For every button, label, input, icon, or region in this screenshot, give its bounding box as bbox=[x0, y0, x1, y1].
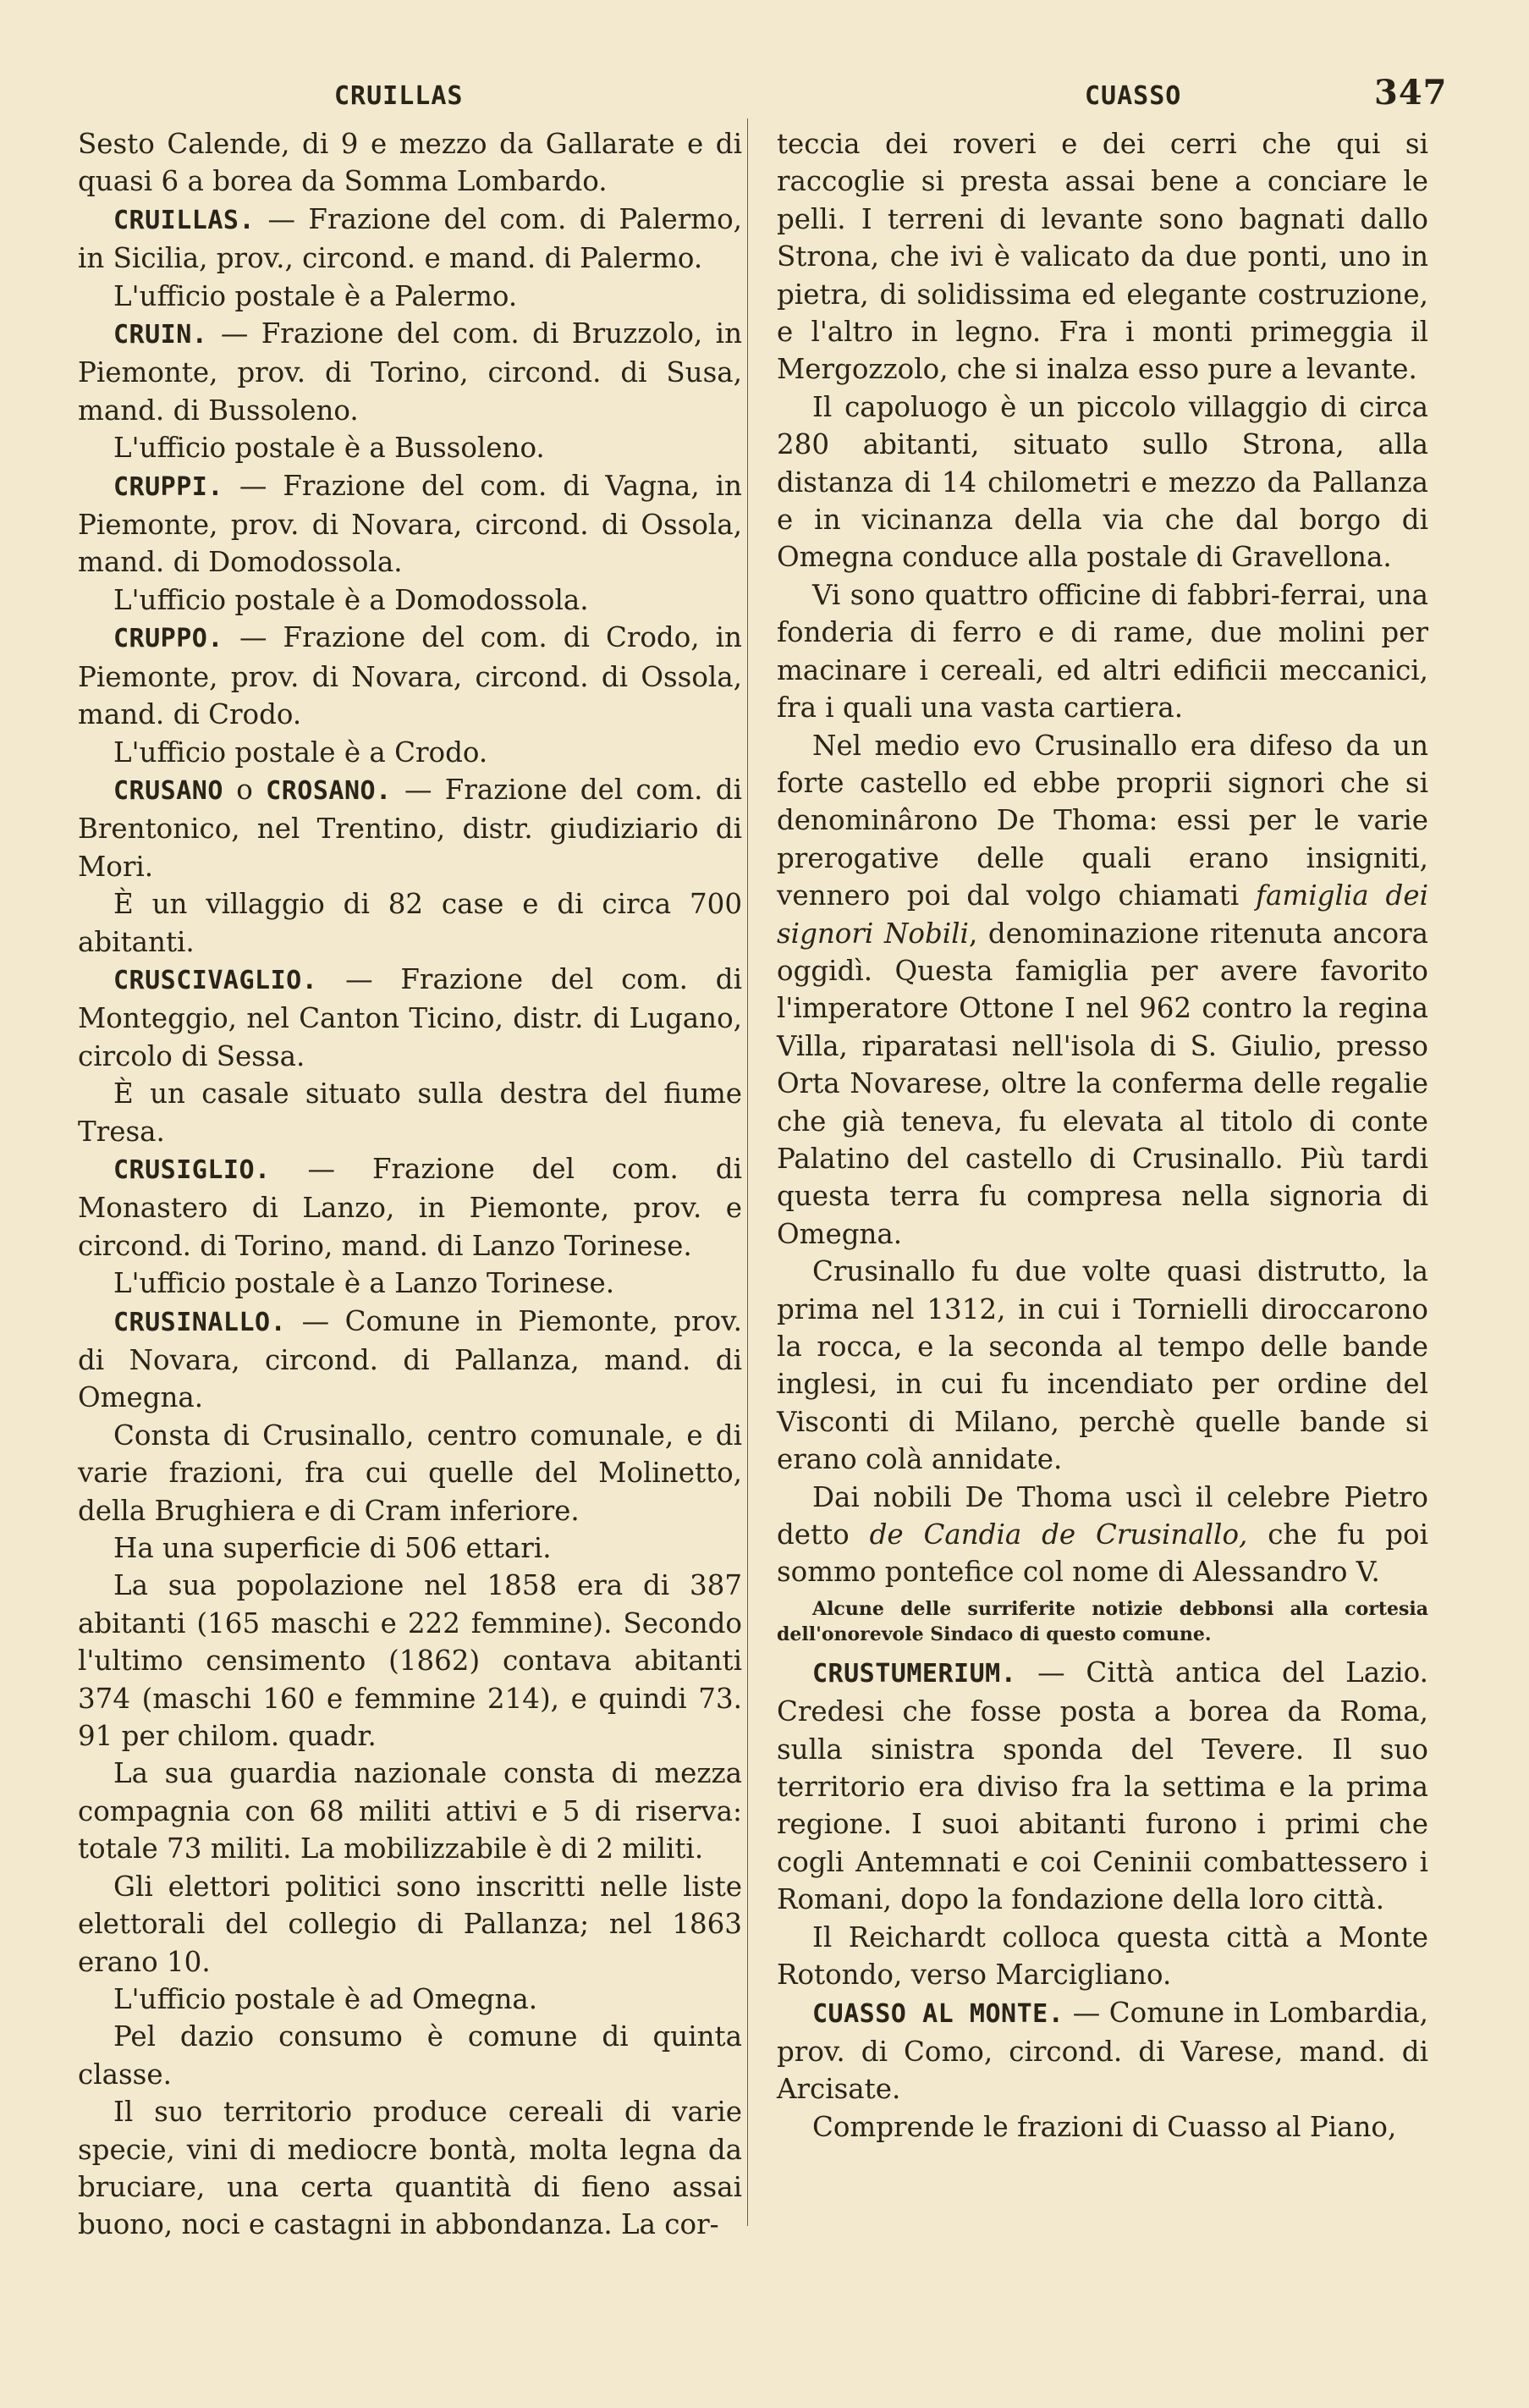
paragraph-text: teccia dei roveri e dei cerri che qui si raccoglie si presta assai bene a conciare le pelli. I terreni di levante sono bagnati dallo Strona, che ivi è valicato da due ponti, uno in pietra, di solidissima ed elegante costruzione, e l'altro in legno. Fra i monti primeggia il Mergozzolo, che si inalza esso pure a levante. bbox=[777, 128, 1428, 386]
entry-paragraph bbox=[78, 1150, 742, 1265]
paragraph bbox=[78, 1529, 742, 1567]
paragraph-text: L'ufficio postale è ad Omegna. bbox=[113, 1982, 538, 2015]
paragraph-text: — Frazione del com. di Monastero di Lanzo, in Piemonte, prov. e circond. di Torino, mand. di Lanzo Torinese. bbox=[78, 1152, 742, 1262]
entry-paragraph bbox=[777, 1654, 1428, 1919]
paragraph-text: L'ufficio postale è a Bussoleno. bbox=[113, 432, 545, 465]
paragraph bbox=[78, 1417, 742, 1529]
paragraph-text: Nel medio evo Crusinallo era difeso da un forte castello ed ebbe proprii signori che si denominârono De Thoma: essi per le varie prerogative delle quali erano insigniti, vennero poi dal volgo chiamati bbox=[777, 729, 1428, 912]
paragraph bbox=[78, 581, 742, 619]
paragraph-text: Consta di Crusinallo, centro comunale, e di varie frazioni, fra cui quelle del Molinetto, della Brughiera e di Cram inferiore. bbox=[78, 1419, 742, 1527]
paragraph-text: Il capoluogo è un piccolo villaggio di circa 280 abitanti, situato sullo Strona, alla distanza di 14 chilometri e mezzo da Pallanza e in vicinanza della via che dal borgo di Omegna conduce alla postale di Gravellona. bbox=[777, 390, 1428, 574]
italic-phrase: famiglia dei signori Nobili bbox=[777, 879, 1428, 950]
right-column bbox=[777, 125, 1428, 2146]
paragraph bbox=[777, 727, 1428, 1254]
paragraph-text: L'ufficio postale è a Domodossola. bbox=[113, 583, 589, 616]
entry-connector: o bbox=[223, 773, 267, 806]
paragraph-text: Vi sono quattro officine di fabbri-ferrai, una fonderia di ferro e di rame, due molini per macinare i cereali, ed altri edificii meccanici, fra i quali una vasta cartiera. bbox=[777, 578, 1428, 725]
column-divider bbox=[747, 118, 748, 2226]
paragraph bbox=[78, 1755, 742, 1867]
paragraph bbox=[78, 429, 742, 466]
entry-paragraph bbox=[78, 771, 742, 885]
running-head-left: CRUILLAS bbox=[334, 81, 464, 111]
entry-headword: CRUSINALLO. bbox=[113, 1307, 287, 1337]
paragraph-text: Pel dazio consumo è comune di quinta classe. bbox=[78, 2020, 742, 2091]
entry-paragraph bbox=[78, 201, 742, 278]
paragraph-text: L'ufficio postale è a Lanzo Torinese. bbox=[113, 1267, 615, 1300]
paragraph-text: L'ufficio postale è a Palermo. bbox=[113, 279, 518, 312]
paragraph bbox=[78, 1567, 742, 1755]
entry-headword: CRUPPO. bbox=[113, 624, 223, 654]
paragraph-text: — Frazione del com. di Vagna, in Piemonte, prov. di Novara, circond. di Ossola, mand. di Domodossola. bbox=[78, 469, 742, 579]
left-column bbox=[78, 125, 742, 2244]
paragraph bbox=[78, 885, 742, 961]
entry-headword: CRUILLAS. bbox=[113, 205, 256, 235]
paragraph-text: — Frazione del com. di Monteggio, nel Canton Ticino, distr. di Lugano, circolo di Sessa. bbox=[78, 962, 742, 1072]
paragraph-text: Comprende le frazioni di Cuasso al Piano, bbox=[812, 2110, 1397, 2143]
entry-paragraph bbox=[78, 315, 742, 429]
paragraph-text: Il Reichardt colloca questa città a Monte Rotondo, verso Marcigliano. bbox=[777, 1920, 1428, 1992]
entry-paragraph bbox=[78, 619, 742, 733]
paragraph-text: che fu poi sommo pontefice col nome di Alessandro V. bbox=[777, 1518, 1428, 1589]
paragraph-text: — Città antica del Lazio. Credesi che fosse posta a borea da Roma, sulla sinistra sponda del Tevere. Il suo territorio era diviso fra la settima e la prima regione. I suoi abitanti furono i primi che cogli Antemnati e coi Ceninii combattessero i Romani, dopo la fondazione della loro città. bbox=[777, 1656, 1428, 1916]
paragraph bbox=[777, 125, 1428, 388]
paragraph bbox=[78, 1075, 742, 1150]
paragraph-text: Dai nobili De Thoma uscì il celebre Pietro detto bbox=[777, 1480, 1428, 1551]
paragraph-text: — Frazione del com. di Bruzzolo, in Piemonte, prov. di Torino, circond. di Susa, mand. di Bussoleno. bbox=[78, 317, 742, 427]
paragraph bbox=[78, 734, 742, 771]
paragraph-text: La sua guardia nazionale consta di mezza compagnia con 68 militi attivi e 5 di riserva: totale 73 militi. La mobilizzabile è di 2 militi. bbox=[78, 1757, 742, 1865]
paragraph-text: È un casale situato sulla destra del fiume Tresa. bbox=[78, 1077, 742, 1148]
paragraph bbox=[777, 1253, 1428, 1478]
entry-headword: CRUIN. bbox=[113, 320, 208, 350]
entry-headword: CRUSTUMERIUM. bbox=[812, 1658, 1017, 1689]
paragraph-text: — Frazione del com. di Crodo, in Piemonte, prov. di Novara, circond. di Ossola, mand. di Crodo. bbox=[78, 621, 742, 731]
paragraph bbox=[78, 1265, 742, 1302]
paragraph-text: L'ufficio postale è a Crodo. bbox=[113, 736, 488, 769]
paragraph-text: Alcune delle surriferite notizie debbonsi alla cortesia dell'onorevole Sindaco di questo comune. bbox=[777, 1597, 1428, 1645]
paragraph bbox=[777, 2108, 1428, 2146]
paragraph bbox=[777, 1479, 1428, 1591]
paragraph bbox=[78, 1868, 742, 1981]
paragraph bbox=[78, 2093, 742, 2244]
paragraph bbox=[78, 125, 742, 201]
footnote bbox=[777, 1596, 1428, 1647]
paragraph-text: — Frazione del com. di Palermo, in Sicilia, prov., circond. e mand. di Palermo. bbox=[78, 202, 742, 275]
paragraph-text: , denominazione ritenuta ancora oggidì. Questa famiglia per avere favorito l'imperatore Ottone I nel 962 contro la regina Villa, riparatasi nell'isola di S. Giulio, presso Orta Novarese, oltre la conferma delle regalie che già teneva, fu elevata al titolo di conte Palatino del castello di Crusinallo. Più tardi questa terra fu compresa nella signoria di Omegna. bbox=[777, 917, 1428, 1250]
paragraph bbox=[78, 1981, 742, 2018]
paragraph-text: Crusinallo fu due volte quasi distrutto, la prima nel 1312, in cui i Tornielli diroccarono la rocca, e la seconda al tempo delle bande inglesi, in cui fu incendiato per ordine del Visconti di Milano, perchè quelle bande si erano colà annidate. bbox=[777, 1255, 1428, 1476]
entry-headword: CRUSIGLIO. bbox=[113, 1154, 271, 1185]
paragraph bbox=[78, 278, 742, 315]
paragraph-text: — Comune in Lombardia, prov. di Como, circond. di Varese, mand. di Arcisate. bbox=[777, 1996, 1428, 2106]
entry-headword: CROSANO. bbox=[266, 775, 392, 806]
paragraph-text: — Comune in Piemonte, prov. di Novara, circond. di Pallanza, mand. di Omegna. bbox=[78, 1304, 742, 1414]
paragraph-text: La sua popolazione nel 1858 era di 387 abitanti (165 maschi e 222 femmine). Secondo l'ultimo censimento (1862) contava abitanti 374 (maschi 160 e femmine 214), e quindi 73. 91 per chilom. quadr. bbox=[78, 1569, 742, 1753]
paragraph-text: — Frazione del com. di Brentonico, nel Trentino, distr. giudiziario di Mori. bbox=[78, 773, 742, 883]
paragraph-text: Ha una superficie di 506 ettari. bbox=[113, 1532, 552, 1565]
entry-paragraph bbox=[78, 467, 742, 581]
page-number: 347 bbox=[1374, 73, 1448, 113]
entry-headword: CRUSCIVAGLIO. bbox=[113, 965, 318, 995]
paragraph bbox=[777, 1919, 1428, 1994]
paragraph-text: Il suo territorio produce cereali di varie specie, vini di mediocre bontà, molta legna da bruciare, una certa quantità di fieno assai buono, noci e castagni in abbondanza. La cor- bbox=[78, 2096, 742, 2241]
running-head-center: CUASSO bbox=[1085, 81, 1182, 111]
entry-paragraph bbox=[78, 961, 742, 1075]
entry-paragraph bbox=[78, 1303, 742, 1417]
paragraph bbox=[78, 2018, 742, 2093]
entry-headword: CRUSANO bbox=[113, 775, 223, 806]
paragraph bbox=[777, 388, 1428, 576]
italic-phrase: de Candia de Crusinallo, bbox=[869, 1518, 1248, 1551]
entry-headword: CUASSO AL MONTE. bbox=[812, 1998, 1064, 2029]
paragraph-text: È un villaggio di 82 case e di circa 700 abitanti. bbox=[78, 888, 742, 958]
paragraph-text: Gli elettori politici sono inscritti nelle liste elettorali del collegio di Pallanza; nel 1863 erano 10. bbox=[78, 1870, 742, 1978]
paragraph-text: Sesto Calende, di 9 e mezzo da Gallarate e di quasi 6 a borea da Somma Lombardo. bbox=[78, 128, 742, 198]
entry-headword: CRUPPI. bbox=[113, 471, 223, 502]
entry-paragraph bbox=[777, 1994, 1428, 2108]
paragraph bbox=[777, 576, 1428, 727]
